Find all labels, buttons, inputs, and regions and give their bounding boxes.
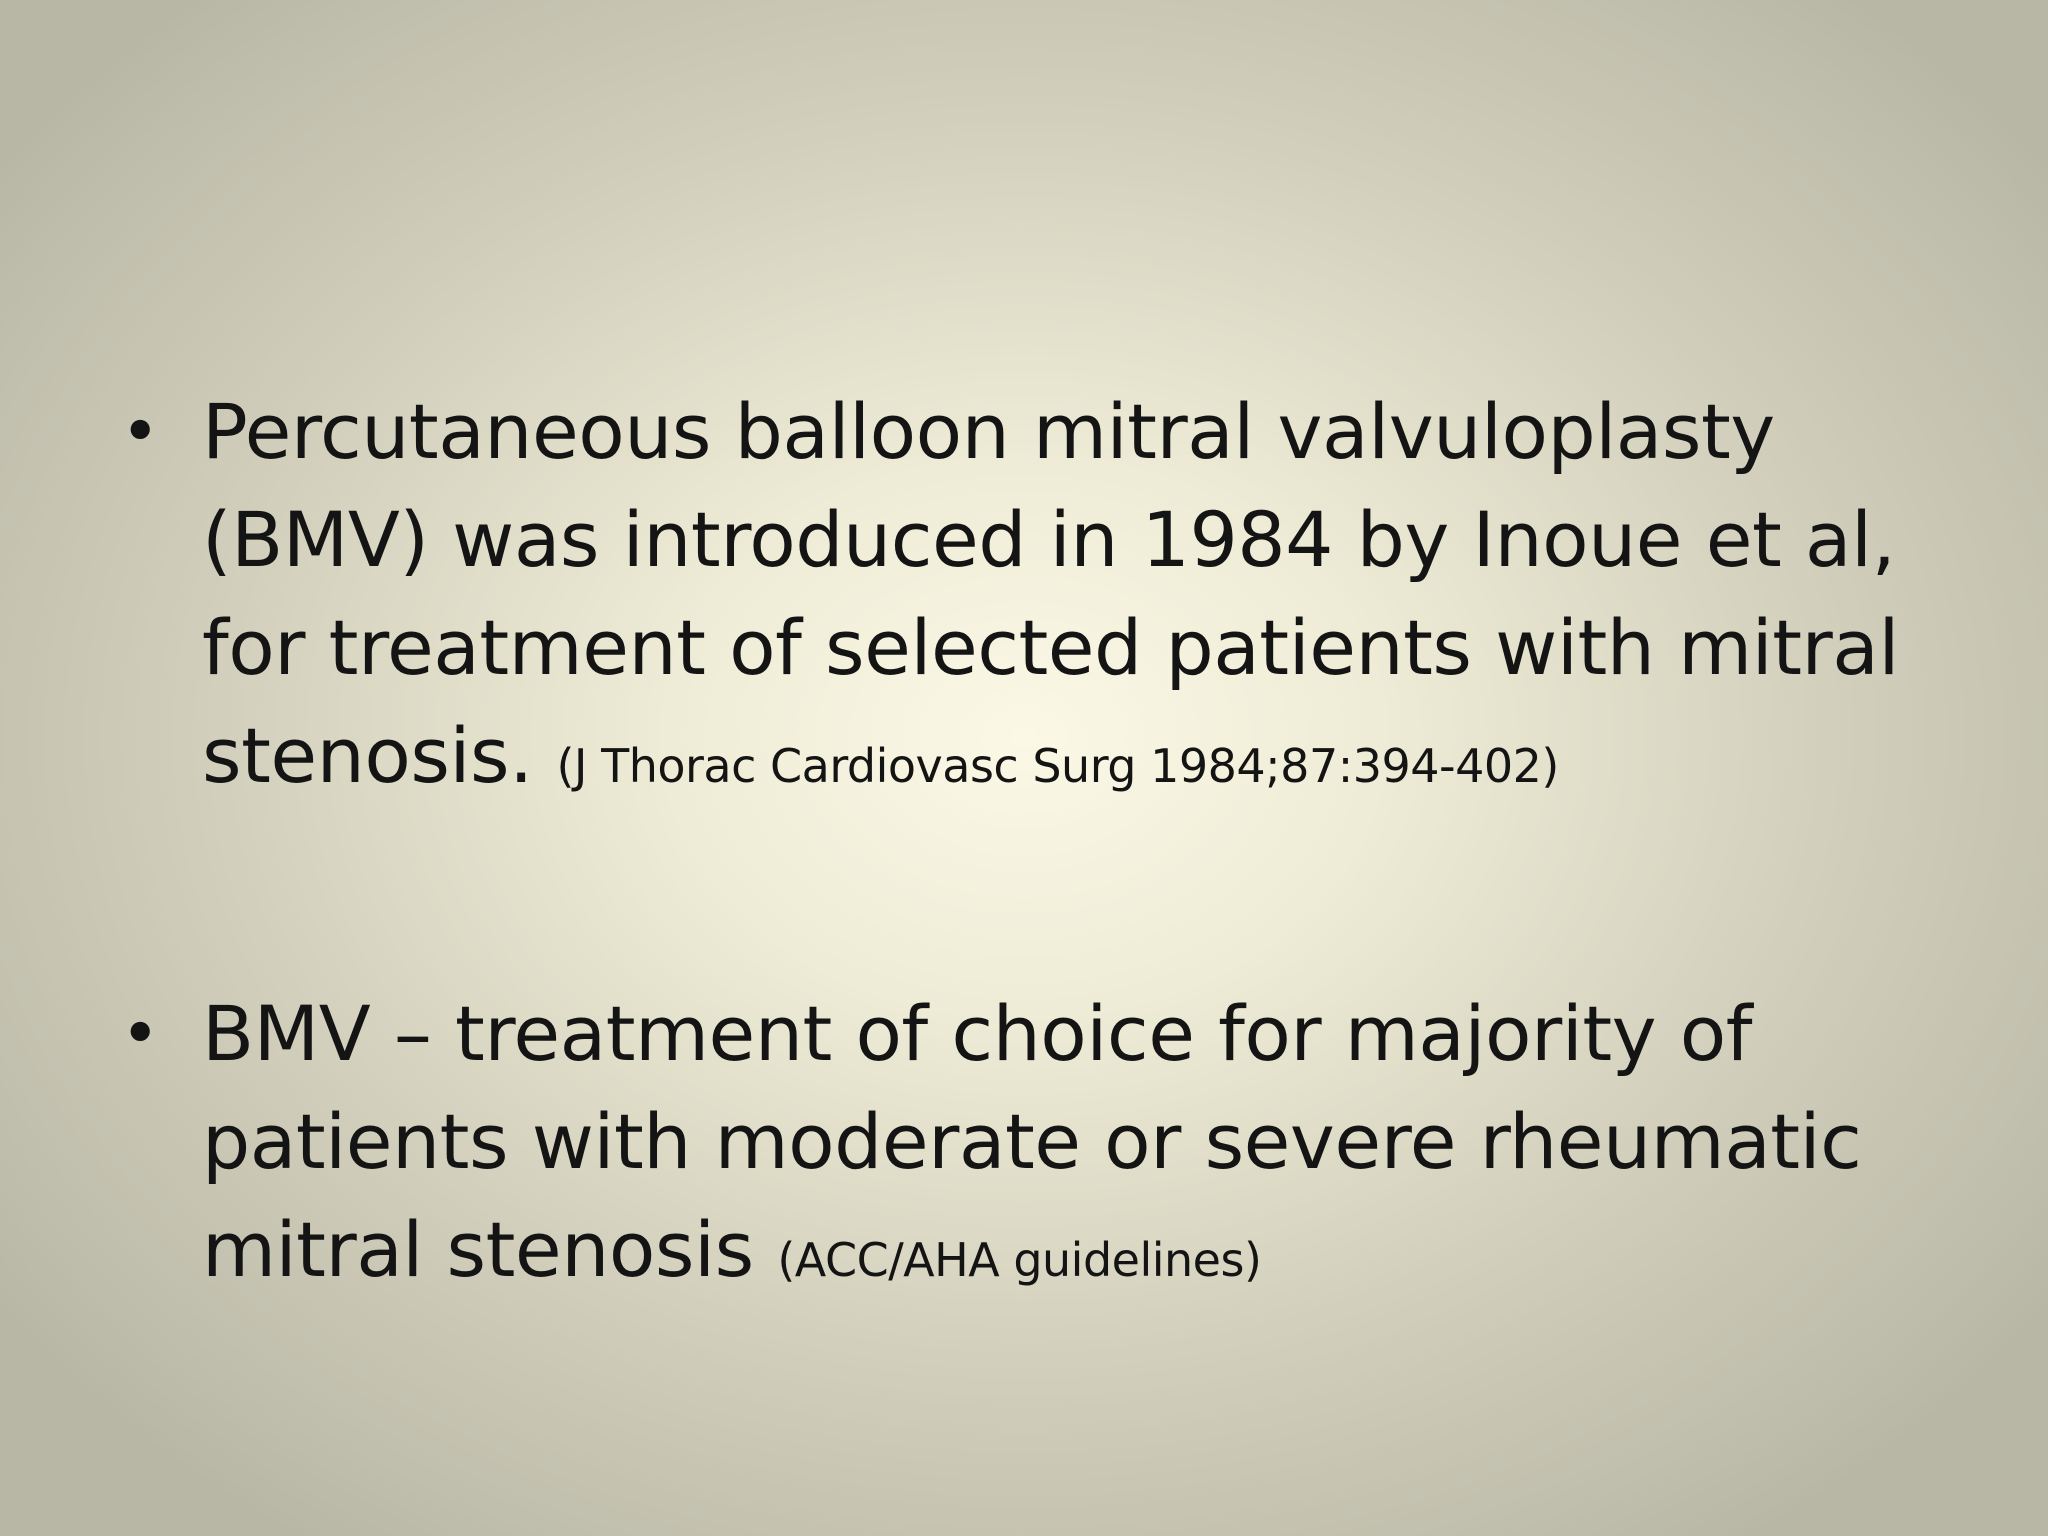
bullet-item-bmv-introduction (120, 378, 1980, 820)
bullet-list (120, 378, 1980, 1314)
citation: (J Thorac Cardiovasc Surg 1984;87:394-402) (556, 739, 1559, 793)
bullet-icon: • (120, 393, 160, 470)
bullet-text: BMV – treatment of choice for majority of patients with moderate or severe rheumatic mitral stenosis (202, 989, 1862, 1294)
bullet-item-bmv-treatment-choice (120, 980, 1980, 1314)
bullet-icon: • (120, 995, 160, 1072)
bullet-text: Percutaneous balloon mitral valvuloplasty (BMV) was introduced in 1984 by Inoue et al, for treatment of selected patients with mitral stenosis. (202, 387, 1899, 800)
citation: (ACC/AHA guidelines) (777, 1233, 1262, 1287)
